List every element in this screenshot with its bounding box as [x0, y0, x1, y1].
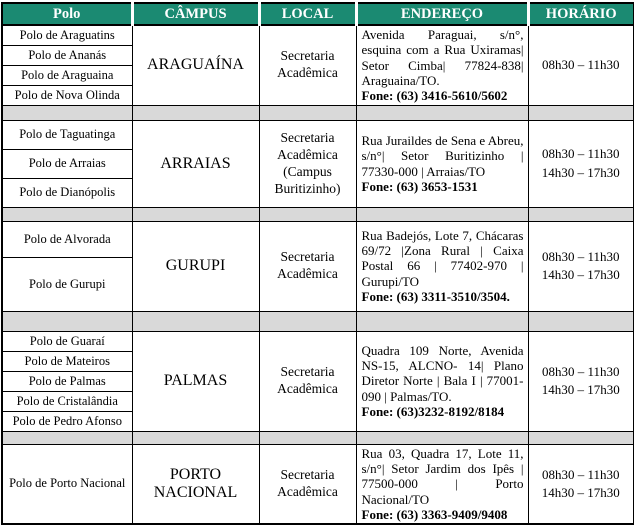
section-row: [2, 25, 634, 45]
polo-cell: Polo de Ananás: [2, 45, 132, 65]
local-cell: Secretaria Acadêmica: [259, 221, 356, 311]
polo-cell: Polo de Dianópolis: [2, 178, 132, 207]
hours-line: 08h30 – 11h30: [541, 248, 620, 264]
separator-cell: [356, 105, 528, 120]
address-phone: Fone: (63) 3653-1531: [361, 178, 478, 194]
polo-cell: Polo de Nova Olinda: [2, 85, 132, 105]
hours-line: 08h30 – 11h30: [541, 363, 620, 379]
polo-cell: Polo de Araguatins: [2, 25, 132, 45]
separator-row: [2, 105, 634, 120]
separator-cell: [2, 431, 132, 444]
separator-cell: [132, 311, 259, 331]
address-phone: Fone: (63) 3416-5610/5602: [361, 88, 508, 104]
separator-cell: [132, 105, 259, 120]
campus-contact-table: [1, 2, 634, 525]
hours-cell: [528, 221, 634, 311]
separator-cell: [2, 105, 132, 120]
hours-line: 14h30 – 17h30: [541, 484, 620, 500]
polo-cell: Polo de Porto Nacional: [2, 444, 132, 525]
hours-line: 14h30 – 17h30: [541, 267, 620, 283]
address-text: Rua Badejós, Lote 7, Chácaras 69/72 |Zona Rural | Caixa Postal 66 | 77402-970 | Gurupi/TO: [361, 227, 524, 289]
polo-cell: Polo de Guaraí: [2, 331, 132, 351]
separator-cell: [528, 431, 634, 444]
section-row: [2, 120, 634, 149]
separator-cell: [356, 207, 528, 221]
address-phone: Fone: (63)3232-8192/8184: [361, 404, 505, 420]
hours-cell: [528, 331, 634, 431]
polo-cell: Polo de Alvorada: [2, 221, 132, 257]
separator-cell: [528, 311, 634, 331]
local-cell: Secretaria Acadêmica: [259, 331, 356, 431]
section-row: [2, 221, 634, 257]
polo-cell: Polo de Pedro Afonso: [2, 411, 132, 431]
separator-cell: [2, 311, 132, 331]
hours-cell: [528, 120, 634, 207]
hours-line: 08h30 – 11h30: [541, 466, 620, 482]
separator-cell: [132, 431, 259, 444]
separator-row: [2, 207, 634, 221]
separator-cell: [2, 207, 132, 221]
section-row: [2, 444, 634, 525]
separator-cell: [259, 207, 356, 221]
column-header-polo: Polo: [2, 3, 132, 25]
address-cell: [356, 120, 528, 207]
polo-cell: Polo de Palmas: [2, 371, 132, 391]
local-cell: Secretaria Acadêmica (Campus Buritizinho): [259, 120, 356, 207]
hours-line: 08h30 – 11h30: [541, 57, 620, 73]
address-text: Avenida Paraguai, s/n°, esquina com a Rua Uxiramas| Setor Cimba| 77824-838| Araguaina/TO.: [361, 27, 524, 88]
hours-line: 08h30 – 11h30: [541, 146, 620, 162]
separator-cell: [259, 105, 356, 120]
polo-cell: Polo de Gurupi: [2, 257, 132, 311]
polo-cell: Polo de Arraias: [2, 149, 132, 178]
separator-cell: [528, 207, 634, 221]
address-text: Rua Juraildes de Sena e Abreu, s/n°| Setor Buritizinho | 77330-000 | Arraias/TO: [361, 132, 524, 179]
column-header-horario: HORÁRIO: [528, 3, 634, 25]
hours-line: 14h30 – 17h30: [541, 164, 620, 180]
separator-cell: [356, 431, 528, 444]
address-phone: Fone: (63) 3363-9409/9408: [361, 506, 508, 522]
polo-cell: Polo de Taguatinga: [2, 120, 132, 149]
campus-cell: ARRAIAS: [132, 120, 259, 207]
separator-cell: [356, 311, 528, 331]
header-row: [2, 3, 634, 25]
campus-cell: PALMAS: [132, 331, 259, 431]
address-cell: [356, 221, 528, 311]
address-cell: [356, 25, 528, 105]
local-cell: Secretaria Acadêmica: [259, 444, 356, 525]
hours-cell: [528, 444, 634, 525]
campus-cell: PORTO NACIONAL: [132, 444, 259, 525]
polo-cell: Polo de Cristalândia: [2, 391, 132, 411]
hours-line: 14h30 – 17h30: [541, 382, 620, 398]
separator-cell: [259, 311, 356, 331]
column-header-endereco: ENDEREÇO: [356, 3, 528, 25]
address-cell: [356, 331, 528, 431]
polo-cell: Polo de Araguaina: [2, 65, 132, 85]
polo-cell: Polo de Mateiros: [2, 351, 132, 371]
address-cell: [356, 444, 528, 525]
column-header-campus: CÂMPUS: [132, 3, 259, 25]
address-text: Quadra 109 Norte, Avenida NS-15, ALCNO- 14| Plano Diretor Norte | Bala I | 77001-090 | Palmas/TO.: [361, 342, 524, 404]
column-header-local: LOCAL: [259, 3, 356, 25]
hours-cell: [528, 25, 634, 105]
separator-cell: [259, 431, 356, 444]
separator-cell: [132, 207, 259, 221]
section-row: [2, 331, 634, 351]
separator-row: [2, 311, 634, 331]
address-text: Rua 03, Quadra 17, Lote 11, s/n°| Setor Jardim dos Ipês | 77500-000 | Porto Nacional/TO: [361, 445, 524, 507]
campus-cell: ARAGUAÍNA: [132, 25, 259, 105]
separator-row: [2, 431, 634, 444]
local-cell: Secretaria Acadêmica: [259, 25, 356, 105]
separator-cell: [528, 105, 634, 120]
address-phone: Fone: (63) 3311-3510/3504.: [361, 289, 510, 305]
campus-cell: GURUPI: [132, 221, 259, 311]
